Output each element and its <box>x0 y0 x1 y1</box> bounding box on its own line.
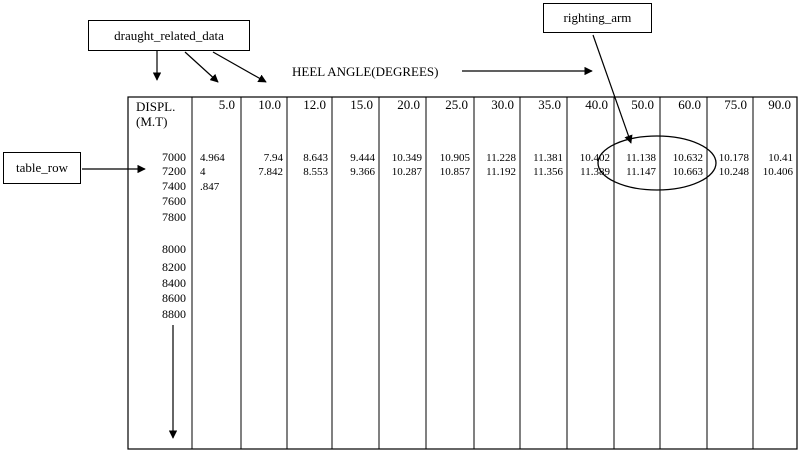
angle-header: 25.0 <box>445 97 468 112</box>
angle-header: 40.0 <box>585 97 608 112</box>
angle-header: 5.0 <box>218 97 235 112</box>
table-cell: 11.228 <box>486 152 516 164</box>
angle-header: 75.0 <box>724 97 747 112</box>
displacement-value: 7200 <box>162 164 186 178</box>
angle-header: 30.0 <box>491 97 514 112</box>
table-frame <box>128 97 797 449</box>
table-cell: 10.857 <box>439 166 470 178</box>
table-cell: 4 <box>200 166 206 178</box>
table-cell: 7.94 <box>263 152 283 164</box>
angle-header: 20.0 <box>397 97 420 112</box>
righting-arm-arrow <box>593 35 631 143</box>
table-cell: 11.356 <box>533 166 563 178</box>
displacement-column <box>162 150 186 321</box>
table-cell: 8.553 <box>303 166 328 178</box>
table-cell: 10.248 <box>718 166 749 178</box>
displacement-value: 8200 <box>162 260 186 274</box>
table-cell: 11.138 <box>626 152 656 164</box>
column-dividers <box>192 97 753 449</box>
angle-header: 90.0 <box>768 97 791 112</box>
table-cell: 10.178 <box>718 152 749 164</box>
heel-angle-label: HEEL ANGLE(DEGREES) <box>292 64 439 79</box>
displacement-value: 8400 <box>162 276 186 290</box>
table-row-box: table_row <box>3 152 81 184</box>
draught-arrow-3 <box>213 52 266 82</box>
displacement-value: 7000 <box>162 150 186 164</box>
table-body <box>200 152 794 193</box>
table-cell: 11.381 <box>533 152 563 164</box>
angle-header: 15.0 <box>350 97 373 112</box>
table-cell: 8.643 <box>303 152 328 164</box>
table-cell: 10.632 <box>672 152 703 164</box>
table-cell: 7.842 <box>258 166 283 178</box>
table-cell: 10.349 <box>391 152 422 164</box>
table-cell: 9.366 <box>350 166 375 178</box>
table-cell: 10.905 <box>439 152 470 164</box>
displacement-value: 8000 <box>162 242 186 256</box>
angle-header: 60.0 <box>678 97 701 112</box>
table-cell: 4.964 <box>200 152 225 164</box>
angle-header: 12.0 <box>303 97 326 112</box>
header-row <box>219 97 791 112</box>
table-cell: 9.444 <box>350 152 375 164</box>
displacement-value: 8600 <box>162 291 186 305</box>
draught-related-data-box: draught_related_data <box>88 20 250 51</box>
displacement-value: 7400 <box>162 179 186 193</box>
table-cell: 10.41 <box>768 152 793 164</box>
angle-header: 50.0 <box>631 97 654 112</box>
table-cell: 10.663 <box>672 166 703 178</box>
displacement-value: 8800 <box>162 307 186 321</box>
displacement-value: 7600 <box>162 194 186 208</box>
table-cell: 10.402 <box>579 152 610 164</box>
displacement-value: 7800 <box>162 210 186 224</box>
draught-arrow-2 <box>185 52 218 82</box>
table-cell: 11.192 <box>486 166 516 178</box>
angle-header: 10.0 <box>258 97 281 112</box>
disp-header-line2: (M.T) <box>136 114 168 129</box>
disp-header-line1: DISPL. <box>136 99 176 114</box>
table-cell: 11.389 <box>580 166 610 178</box>
table-cell: 10.406 <box>762 166 793 178</box>
righting-arm-box: righting_arm <box>543 3 652 33</box>
table-cell: .847 <box>200 181 220 193</box>
angle-header: 35.0 <box>538 97 561 112</box>
table-cell: 10.287 <box>391 166 422 178</box>
table-cell: 11.147 <box>626 166 656 178</box>
